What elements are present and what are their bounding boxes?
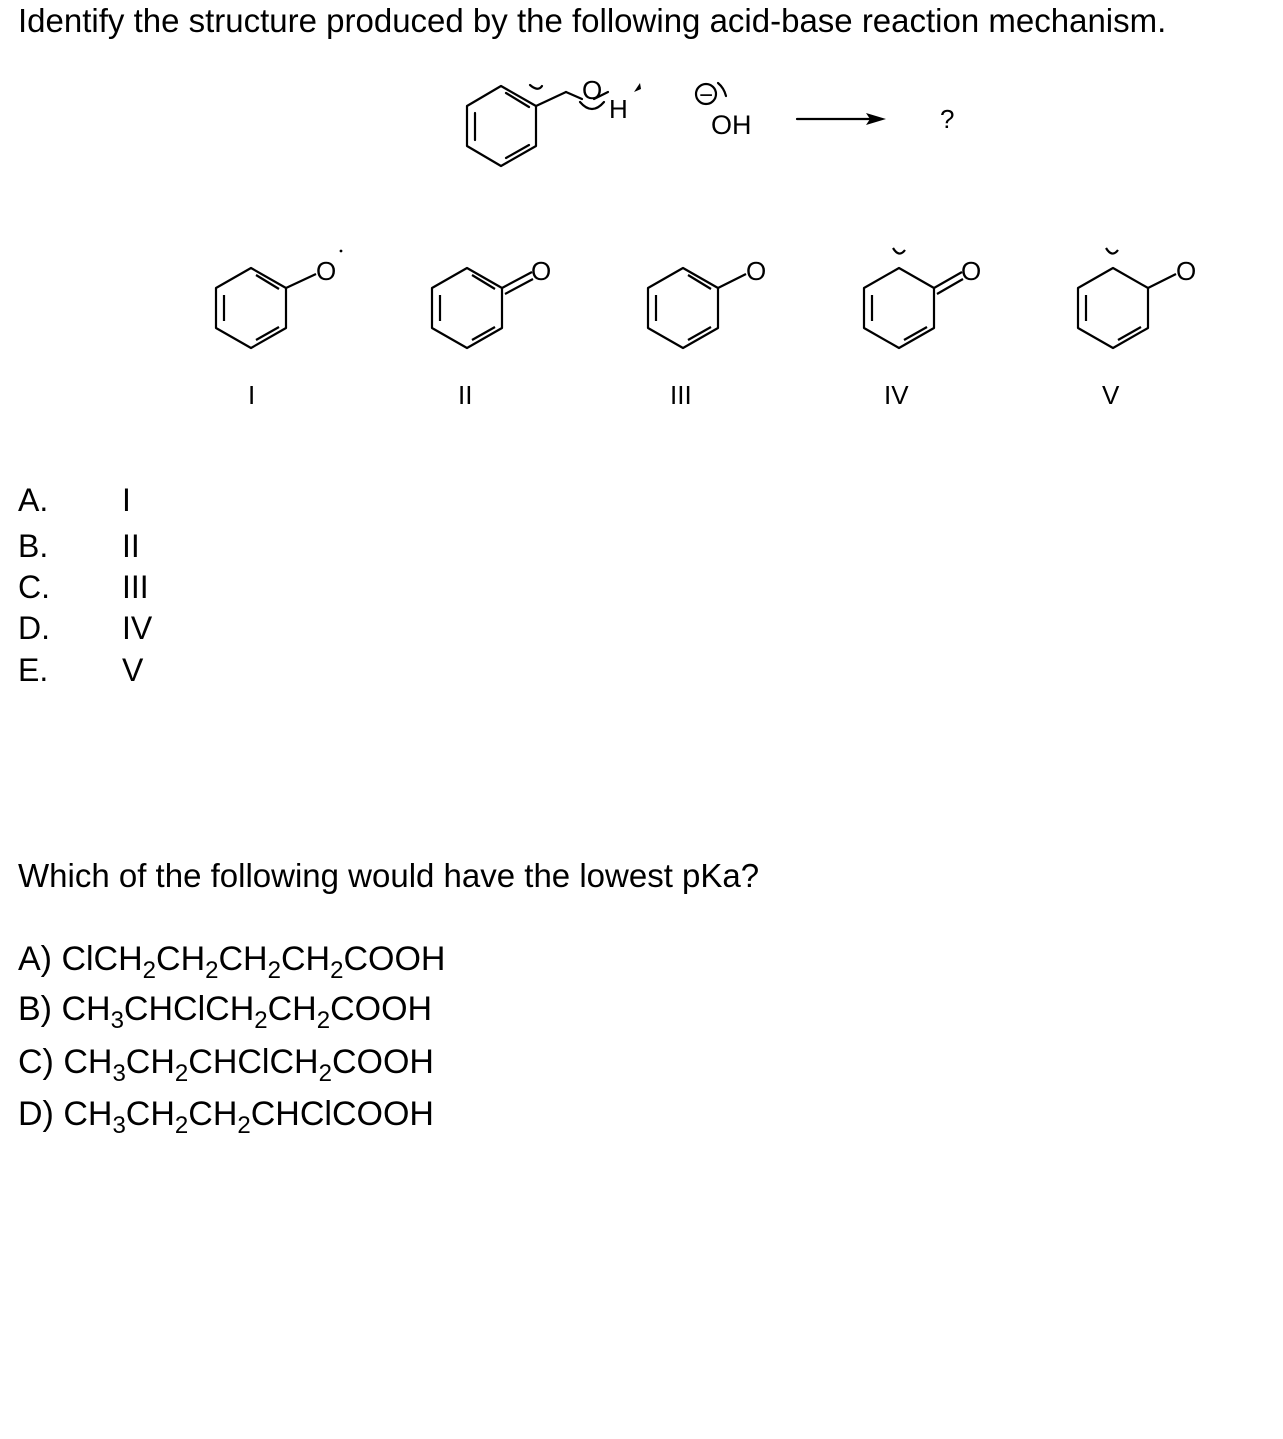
structure-1-lone-pair xyxy=(340,250,343,253)
structure-1-o-label: O xyxy=(316,256,337,286)
structure-4-o-label: O xyxy=(961,256,982,286)
choice-c-value[interactable]: III xyxy=(122,569,149,605)
formula-segment: ClCH xyxy=(61,940,143,978)
structure-4-ring xyxy=(864,268,934,348)
reactant-ch2-bond xyxy=(536,92,566,106)
formula-subscript: 2 xyxy=(174,1060,189,1087)
pka-option-b[interactable] xyxy=(18,990,433,1034)
pka-option-prefix: D) xyxy=(18,1095,64,1133)
structure-3-co-bond xyxy=(718,274,746,288)
formula-segment: COOH xyxy=(331,1043,434,1081)
formula-segment: COOH xyxy=(330,990,433,1028)
formula-subscript: 2 xyxy=(205,957,219,984)
curved-arrow-icon xyxy=(718,83,726,96)
formula-segment: CH xyxy=(125,1043,175,1081)
pka-option-prefix: A) xyxy=(18,940,62,978)
formula-subscript: 2 xyxy=(267,957,281,984)
reaction-scheme xyxy=(0,0,1283,420)
structure-4-radical-mark xyxy=(893,248,905,254)
choice-a-letter[interactable]: A. xyxy=(18,482,49,518)
formula-segment: CH xyxy=(63,1043,113,1081)
formula-segment: CH xyxy=(188,1095,238,1133)
structure-2-o-label: O xyxy=(531,256,552,286)
choice-e-value[interactable]: V xyxy=(122,652,144,688)
formula-segment: CH xyxy=(156,940,206,978)
question-1-text: Identify the structure produced by the following acid-base reaction mechanism. xyxy=(18,2,1167,39)
structure-4-double-bond xyxy=(937,279,963,294)
structure-1-ring xyxy=(216,268,286,348)
hydroxide-label: OH xyxy=(711,110,752,140)
structure-4-double-bond xyxy=(934,272,962,288)
formula-subscript: 2 xyxy=(330,957,344,984)
choice-c-letter[interactable]: C. xyxy=(18,569,50,605)
formula-subscript: 2 xyxy=(254,1007,268,1034)
formula-subscript: 2 xyxy=(316,1007,331,1034)
structure-3-numeral: III xyxy=(670,380,692,410)
formula-segment: CH xyxy=(218,940,268,978)
formula-segment: CHClCH xyxy=(188,1043,319,1081)
structure-5-o-label: O xyxy=(1176,256,1197,286)
choice-e-letter[interactable]: E. xyxy=(18,652,49,688)
formula-segment: CHClCOOH xyxy=(250,1095,434,1133)
pka-option-prefix: C) xyxy=(18,1043,64,1081)
structure-3-o-label: O xyxy=(746,256,767,286)
reactant-o-label: O xyxy=(582,75,603,105)
formula-subscript: 2 xyxy=(142,957,157,984)
structure-2-double-bond xyxy=(505,279,533,294)
formula-segment: CHClCH xyxy=(123,990,255,1028)
structure-1-ch-bond xyxy=(286,274,316,288)
formula-segment: COOH xyxy=(343,940,446,978)
structure-3-ring xyxy=(648,268,718,348)
pka-option-prefix: B) xyxy=(18,990,62,1028)
structure-5-radical-mark xyxy=(1106,248,1118,254)
structure-4-numeral: IV xyxy=(884,380,909,410)
reactant-benzene-ring xyxy=(467,86,536,166)
structure-2-numeral: II xyxy=(458,380,473,410)
question-2-text: Which of the following would have the lowest pKa? xyxy=(18,857,760,894)
formula-segment: CH xyxy=(61,990,111,1028)
formula-subscript: 3 xyxy=(112,1112,126,1139)
formula-subscript: 3 xyxy=(112,1060,126,1087)
choice-d-letter[interactable]: D. xyxy=(18,610,50,646)
formula-segment: CH xyxy=(125,1095,175,1133)
formula-subscript: 2 xyxy=(318,1060,332,1087)
hydroxide-charge: − xyxy=(699,82,714,109)
formula-subscript: 2 xyxy=(237,1112,251,1139)
pka-option-c[interactable] xyxy=(18,1043,434,1087)
acid-h-label: H xyxy=(609,94,628,124)
choice-d-value[interactable]: IV xyxy=(122,610,153,646)
structure-1-numeral: I xyxy=(248,380,256,410)
choice-b-value[interactable]: II xyxy=(122,528,140,564)
pka-option-d[interactable] xyxy=(18,1095,434,1139)
structure-5-ring xyxy=(1078,268,1148,348)
structure-5-co-bond xyxy=(1148,274,1176,288)
choice-a-value[interactable]: I xyxy=(122,482,131,518)
curved-arrow-icon xyxy=(530,85,542,89)
structure-5-numeral: V xyxy=(1102,380,1120,410)
reactant-co-bond xyxy=(566,92,582,99)
curved-arrow-head-icon xyxy=(634,83,641,92)
formula-subscript: 3 xyxy=(110,1007,124,1034)
formula-segment: CH xyxy=(267,990,317,1028)
structure-2-ring xyxy=(432,268,502,348)
formula-segment: CH xyxy=(280,940,331,978)
product-unknown-label: ? xyxy=(940,104,955,134)
choice-b-letter[interactable]: B. xyxy=(18,528,49,564)
pka-option-a[interactable] xyxy=(18,940,446,984)
structure-2-double-bond xyxy=(502,272,532,288)
formula-segment: CH xyxy=(63,1095,113,1133)
formula-subscript: 2 xyxy=(174,1112,189,1139)
